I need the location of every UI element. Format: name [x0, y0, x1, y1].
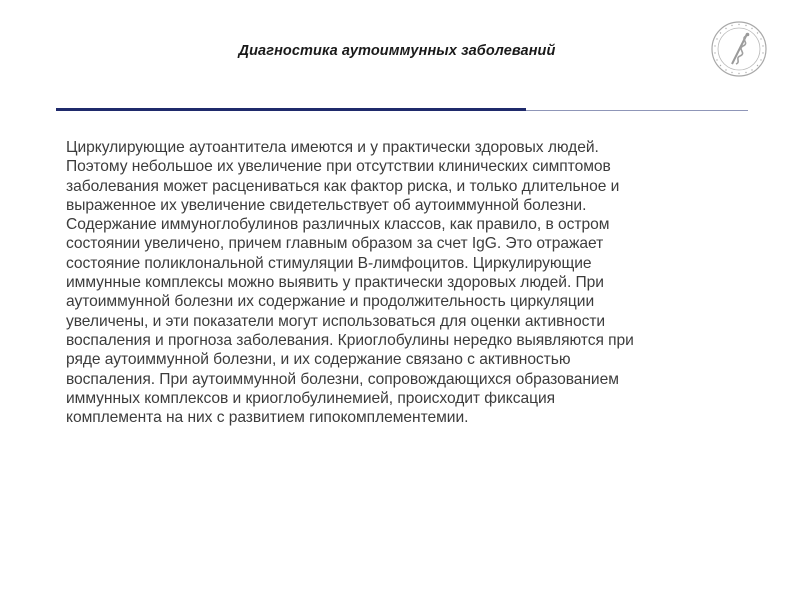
- slide-title: Диагностика аутоиммунных заболеваний: [238, 43, 556, 59]
- divider-thin: [526, 110, 748, 111]
- divider-thick: [56, 108, 526, 111]
- title-divider: [56, 108, 748, 112]
- university-seal-icon: [710, 20, 768, 78]
- body-paragraph: Циркулирующие аутоантитела имеются и у практически здоровых людей. Поэтому небольшое их увеличение при отсутствии клинических симптомов заболевания может расцениваться как фактор риска, и только длительное и выраженное их увеличение свидетельствует об аутоиммунной болезни. Содержание иммуноглобулинов различных классов, как правило, в остром состоянии увеличено, причем главным образом за счет IgG. Это отражает состояние поликлональной стимуляции В-лимфоцитов. Циркулирующие иммунные комплексы можно выявить у практически здоровых людей. При аутоиммунной болезни их содержание и продолжительность циркуляции увеличены, и эти показатели могут использоваться для оценки активности воспаления и прогноза заболевания. Криоглобулины нередко выявляются при ряде аутоиммунной болезни, и их содержание связано с активностью воспаления. При аутоиммунной болезни, сопровождающихся образованием иммунных комплексов и криоглобулинемией, происходит фиксация комплемента на них с развитием гипокомплементемии.: [66, 139, 634, 427]
